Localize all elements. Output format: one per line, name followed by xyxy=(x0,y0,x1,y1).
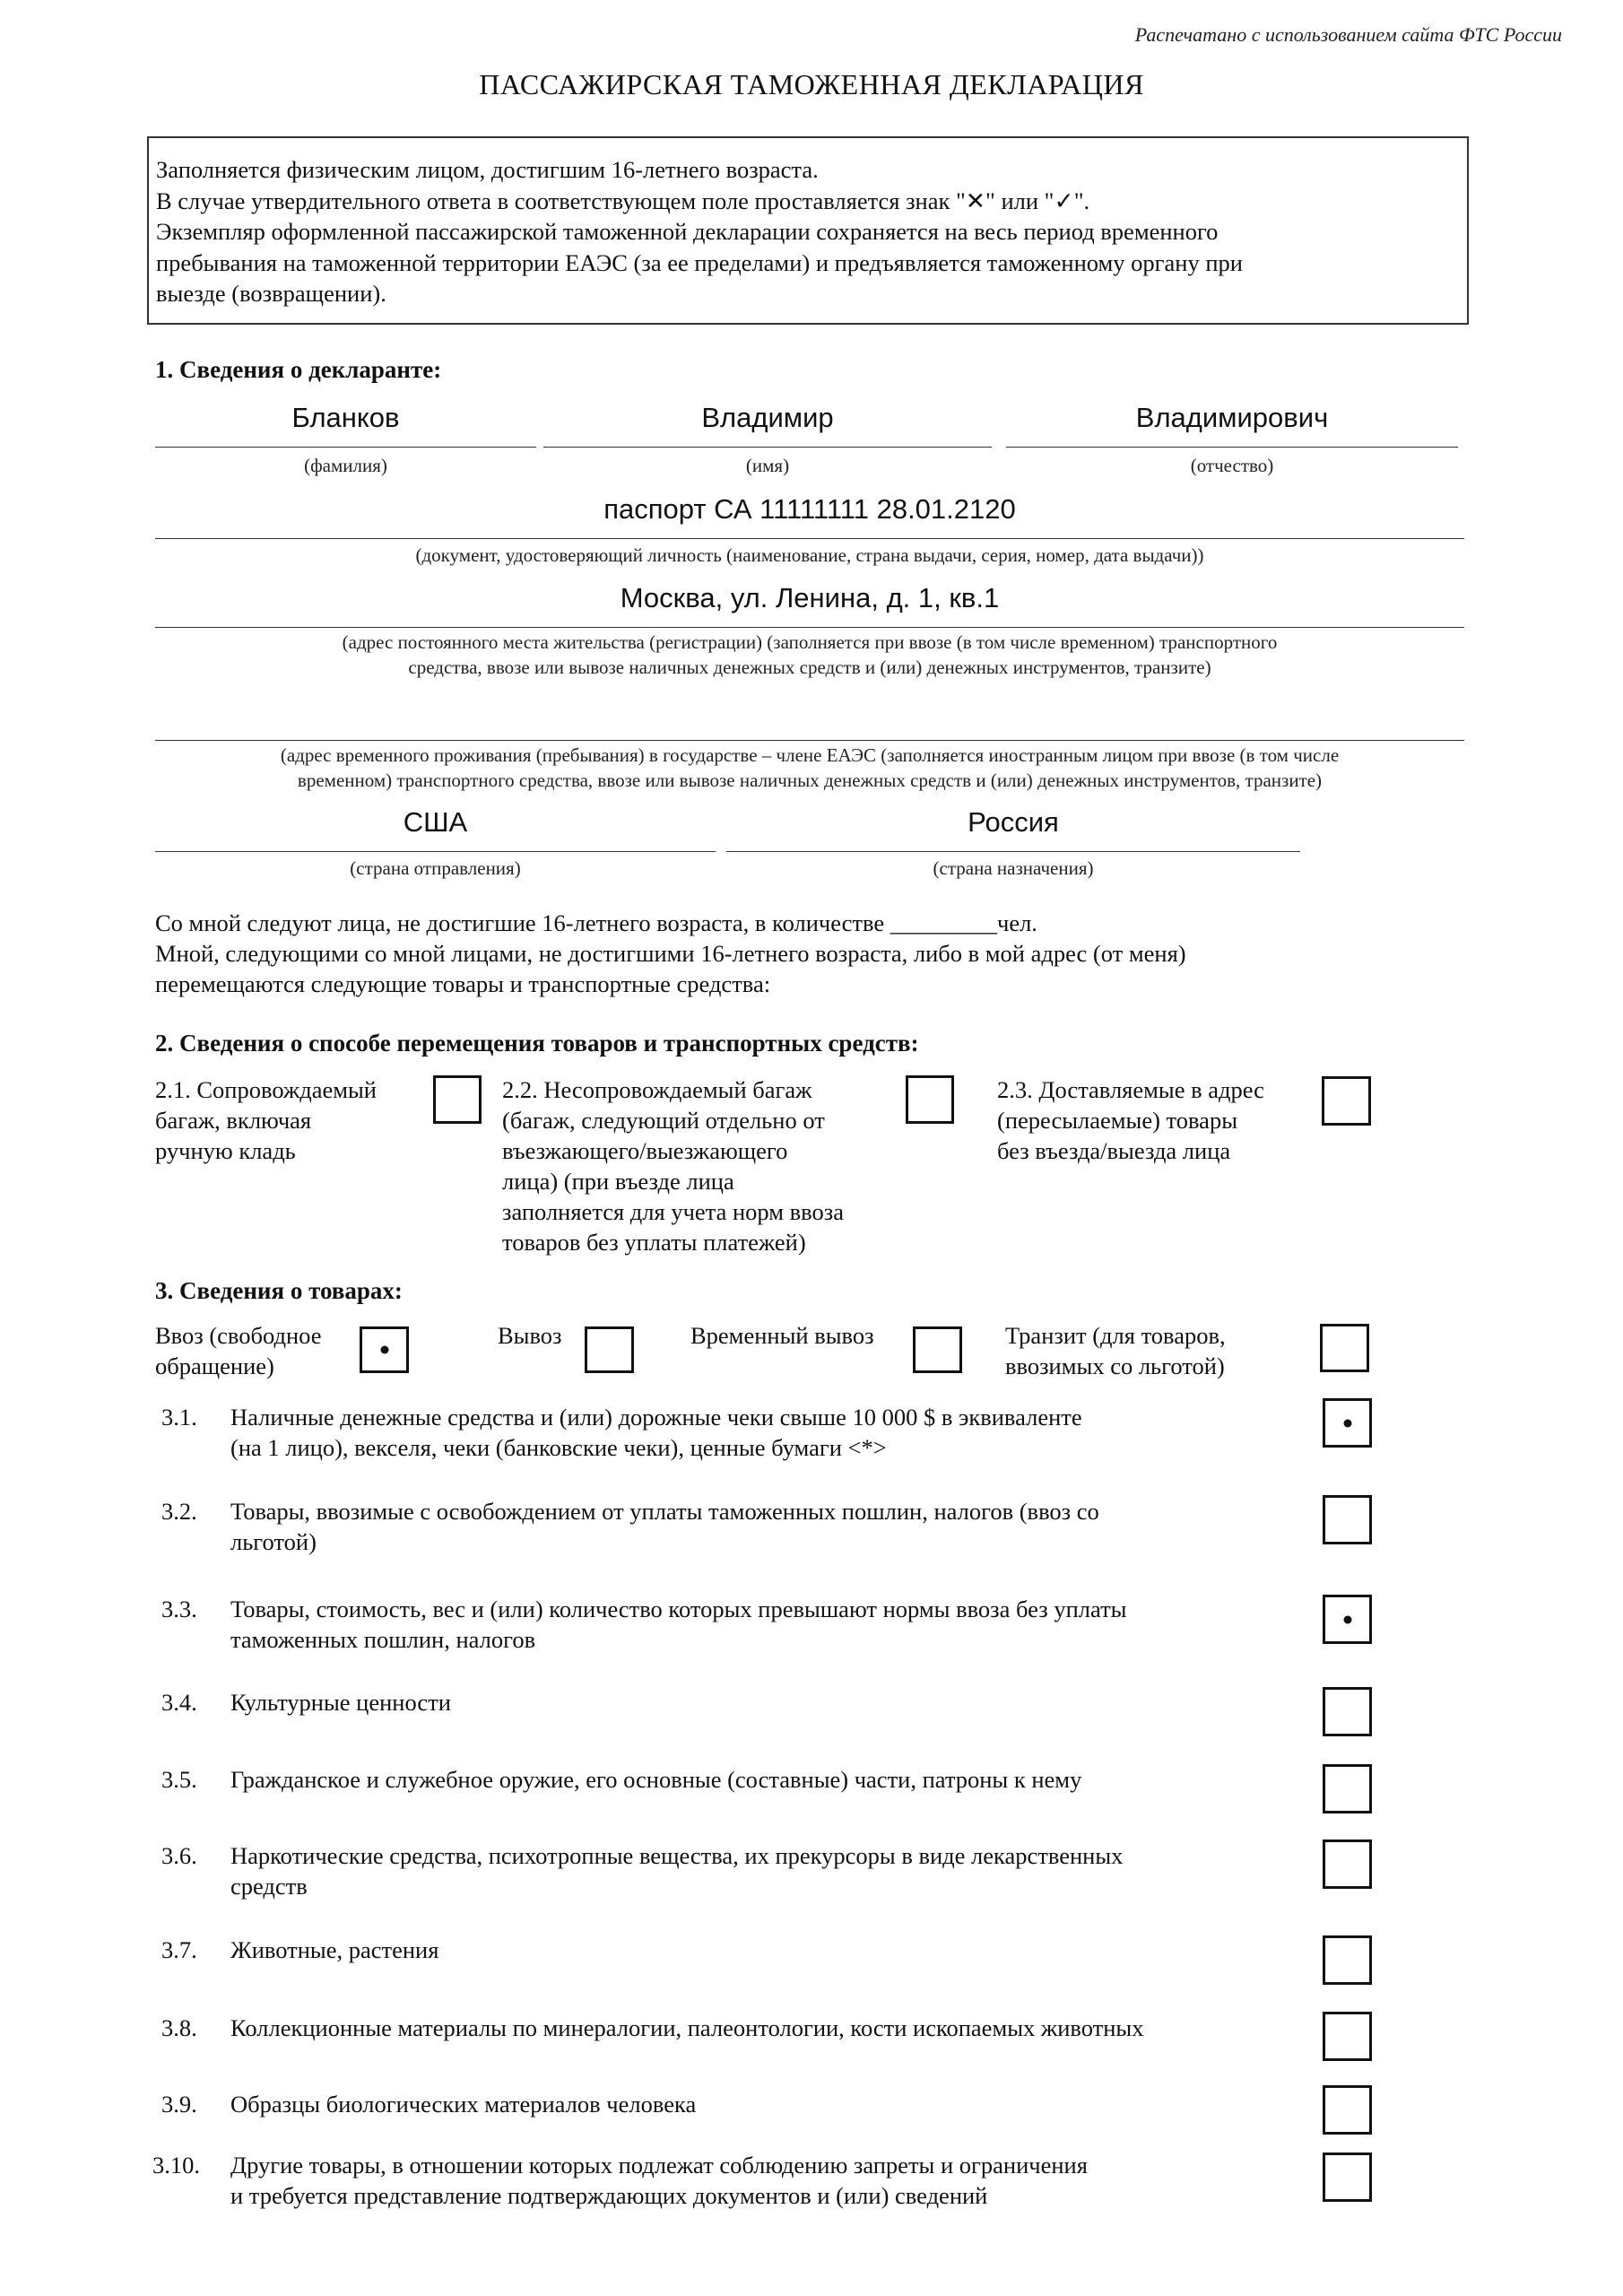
item-biological-samples-text xyxy=(230,2089,696,2119)
address-underline xyxy=(155,627,1464,628)
instruction-line: Экземпляр оформленной пассажирской таможенной декларации сохраняется на весь период временного xyxy=(156,218,1219,245)
statement-line: Мной, следующими со мной лицами, не достигшими 16-летнего возраста, либо в мой адрес (от меня) xyxy=(155,940,1186,967)
identity-document-field[interactable]: паспорт СА 11111111 28.01.2120 xyxy=(603,493,1016,525)
option-line: багаж, включая xyxy=(155,1107,312,1134)
item-animals-plants-checkbox[interactable] xyxy=(1323,1935,1372,1985)
item-excess-goods-text xyxy=(230,1594,1126,1655)
name-underline xyxy=(543,447,992,448)
item-number: 3.6. xyxy=(161,1842,197,1869)
unaccompanied-baggage-checkbox[interactable] xyxy=(906,1075,954,1124)
option-delivered-goods xyxy=(997,1074,1264,1166)
instruction-line: Заполняется физическим лицом, достигшим 16-летнего возраста. xyxy=(156,156,819,183)
item-line: Наркотические средства, психотропные вещества, их прекурсоры в виде лекарственных xyxy=(230,1842,1124,1869)
caption-line: (адрес постоянного места жительства (регистрации) (заполняется при ввозе (в том числе временном) транспортного xyxy=(342,631,1278,653)
document-underline xyxy=(155,538,1464,539)
option-line: товаров без уплаты платежей) xyxy=(502,1229,806,1256)
caption-line: средства, ввозе или вывозе наличных денежных средств и (или) денежных инструментов, транзите) xyxy=(408,657,1211,678)
temp-address-caption xyxy=(155,743,1464,793)
item-line: Культурные ценности xyxy=(230,1689,451,1716)
option-line: 2.3. Доставляемые в адрес xyxy=(997,1076,1264,1103)
name-caption: (имя) xyxy=(745,455,790,476)
item-cash-text xyxy=(230,1402,1082,1463)
document-caption: (документ, удостоверяющий личность (наименование, страна выдачи, серия, номер, дата выдачи)) xyxy=(415,544,1204,566)
direction-line: Ввоз (свободное xyxy=(155,1322,322,1349)
direction-import xyxy=(155,1320,322,1381)
direction-line: Транзит (для товаров, xyxy=(1005,1322,1226,1349)
option-line: 2.1. Сопровождаемый xyxy=(155,1076,377,1103)
option-line: заполняется для учета норм ввоза xyxy=(502,1198,844,1225)
item-narcotics-checkbox[interactable] xyxy=(1323,1839,1372,1889)
item-duty-free-checkbox[interactable] xyxy=(1323,1495,1372,1544)
item-number: 3.3. xyxy=(161,1596,197,1622)
direction-line: ввозимых со льготой) xyxy=(1005,1352,1225,1379)
section-3-title: 3. Сведения о товарах: xyxy=(155,1277,403,1304)
destination-country-field[interactable]: Россия xyxy=(968,806,1059,838)
option-line: (пересылаемые) товары xyxy=(997,1107,1238,1134)
item-line: (на 1 лицо), векселя, чеки (банковские чеки), ценные бумаги <*> xyxy=(230,1434,887,1461)
item-number: 3.2. xyxy=(161,1498,197,1525)
direction-line: Вывоз xyxy=(498,1322,562,1349)
item-number: 3.7. xyxy=(161,1936,197,1963)
printed-note: Распечатано с использованием сайта ФТС России xyxy=(1134,23,1562,46)
item-cash-checkbox[interactable] xyxy=(1323,1398,1372,1448)
item-line: Коллекционные материалы по минералогии, палеонтологии, кости ископаемых животных xyxy=(230,2014,1144,2041)
name-field[interactable]: Владимир xyxy=(701,402,834,433)
option-accompanied-baggage xyxy=(155,1074,377,1166)
item-biological-samples-checkbox[interactable] xyxy=(1323,2085,1372,2135)
item-line: Другие товары, в отношении которых подлежат соблюдению запреты и ограничения xyxy=(230,2152,1088,2179)
item-weapons-checkbox[interactable] xyxy=(1323,1764,1372,1813)
instruction-line: В случае утвердительного ответа в соответствующем поле проставляется знак "✕" или "✓". xyxy=(156,187,1090,214)
import-checkbox[interactable] xyxy=(360,1326,409,1373)
item-number: 3.5. xyxy=(161,1766,197,1793)
statement-line: перемещаются следующие товары и транспортные средства: xyxy=(155,970,771,997)
patronymic-underline xyxy=(1006,447,1458,448)
surname-underline xyxy=(155,447,536,448)
item-number: 3.10. xyxy=(152,2152,200,2179)
item-number: 3.9. xyxy=(161,2091,197,2118)
item-cultural-values-checkbox[interactable] xyxy=(1323,1687,1372,1736)
option-line: без въезда/выезда лица xyxy=(997,1137,1231,1164)
item-line: Товары, стоимость, вес и (или) количество которых превышают нормы ввоза без уплаты xyxy=(230,1596,1127,1622)
item-line: Животные, растения xyxy=(230,1936,439,1963)
item-line: таможенных пошлин, налогов xyxy=(230,1626,536,1653)
statement-line: Со мной следуют лица, не достигшие 16-летнего возраста, в количестве _________чел. xyxy=(155,909,1037,936)
item-number: 3.1. xyxy=(161,1404,197,1431)
address-caption xyxy=(155,630,1464,680)
caption-line: временном) транспортного средства, ввозе или вывозе наличных денежных средств и (или) денежных инструментов, транзите) xyxy=(297,770,1323,791)
option-unaccompanied-baggage xyxy=(502,1074,844,1257)
direction-line: Временный вывоз xyxy=(690,1322,874,1349)
direction-transit xyxy=(1005,1320,1226,1381)
item-animals-plants-text xyxy=(230,1935,438,1965)
page-title: ПАССАЖИРСКАЯ ТАМОЖЕННАЯ ДЕКЛАРАЦИЯ xyxy=(479,68,1144,100)
item-line: Гражданское и служебное оружие, его основные (составные) части, патроны к нему xyxy=(230,1766,1082,1793)
item-duty-free-text xyxy=(230,1496,1099,1557)
option-line: ручную кладь xyxy=(155,1137,296,1164)
option-line: въезжающего/выезжающего xyxy=(502,1137,788,1164)
patronymic-caption: (отчество) xyxy=(1190,455,1274,476)
option-line: лица) (при въезде лица xyxy=(502,1168,734,1195)
patronymic-field[interactable]: Владимирович xyxy=(1135,402,1329,433)
instructions-box xyxy=(147,136,1469,325)
item-number: 3.4. xyxy=(161,1689,197,1716)
surname-caption: (фамилия) xyxy=(304,455,387,476)
item-other-goods-text xyxy=(230,2150,1088,2211)
item-line: Наличные денежные средства и (или) дорожные чеки свыше 10 000 $ в эквиваленте xyxy=(230,1404,1082,1431)
section-2-title: 2. Сведения о способе перемещения товаров и транспортных средств: xyxy=(155,1030,919,1057)
accompanied-baggage-checkbox[interactable] xyxy=(433,1075,482,1124)
permanent-address-field[interactable]: Москва, ул. Ленина, д. 1, кв.1 xyxy=(620,582,1000,613)
item-number: 3.8. xyxy=(161,2014,197,2041)
item-collection-materials-text xyxy=(230,2013,1143,2043)
section-1-title: 1. Сведения о декларанте: xyxy=(155,356,442,383)
departure-country-field[interactable]: США xyxy=(403,806,468,838)
destination-underline xyxy=(726,851,1300,852)
item-collection-materials-checkbox[interactable] xyxy=(1323,2012,1372,2061)
item-other-goods-checkbox[interactable] xyxy=(1323,2152,1372,2202)
item-line: Образцы биологических материалов человека xyxy=(230,2091,697,2118)
export-checkbox[interactable] xyxy=(585,1326,634,1373)
item-cultural-values-text xyxy=(230,1687,451,1718)
instruction-line: выезде (возвращении). xyxy=(156,280,386,307)
minors-statement xyxy=(155,908,1186,999)
item-line: и требуется представление подтверждающих документов и (или) сведений xyxy=(230,2182,988,2209)
item-line: средств xyxy=(230,1873,308,1900)
direction-export xyxy=(498,1320,562,1351)
option-line: (багаж, следующий отдельно от xyxy=(502,1107,825,1134)
option-line: 2.2. Несопровождаемый багаж xyxy=(502,1076,812,1103)
item-line: Товары, ввозимые с освобождением от уплаты таможенных пошлин, налогов (ввоз со xyxy=(230,1498,1099,1525)
transit-checkbox[interactable] xyxy=(1320,1324,1369,1372)
item-excess-goods-checkbox[interactable] xyxy=(1323,1595,1372,1644)
direction-temporary-export xyxy=(690,1320,874,1351)
delivered-goods-checkbox[interactable] xyxy=(1322,1076,1371,1126)
instruction-line: пребывания на таможенной территории ЕАЭС (за ее пределами) и предъявляется таможенному органу при xyxy=(156,248,1243,276)
temporary-export-checkbox[interactable] xyxy=(913,1326,962,1373)
direction-line: обращение) xyxy=(155,1352,274,1379)
item-weapons-text xyxy=(230,1764,1081,1795)
item-line: льготой) xyxy=(230,1528,317,1555)
destination-caption: (страна назначения) xyxy=(933,857,1094,879)
departure-caption: (страна отправления) xyxy=(350,857,521,879)
item-narcotics-text xyxy=(230,1840,1123,1901)
temp-address-underline xyxy=(155,740,1464,741)
caption-line: (адрес временного проживания (пребывания) в государстве – члене ЕАЭС (заполняется иностранным лицом при ввозе (в том числе xyxy=(280,744,1340,766)
surname-field[interactable]: Бланков xyxy=(291,402,400,433)
departure-underline xyxy=(155,851,716,852)
